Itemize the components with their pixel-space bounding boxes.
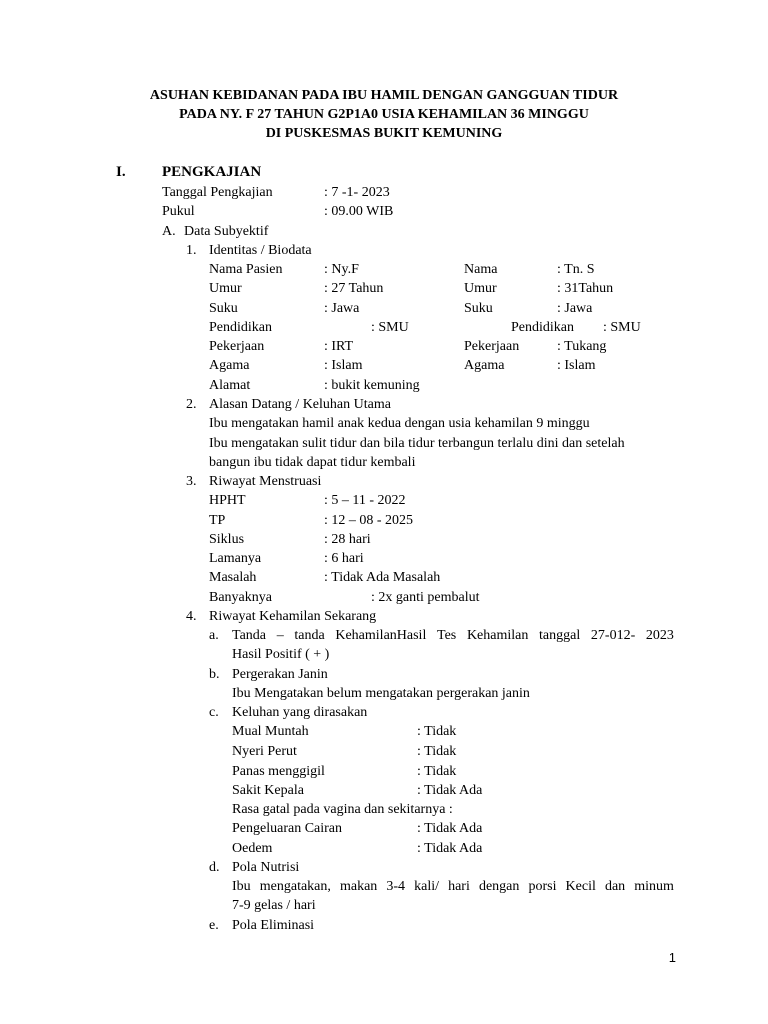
identity-value: : Islam xyxy=(557,358,596,373)
section-number: I. xyxy=(116,164,126,180)
identitas-heading: Identitas / Biodata xyxy=(209,243,312,258)
sub-letter: e. xyxy=(209,918,219,933)
identity-label: Pendidikan xyxy=(209,320,272,335)
identity-label: Agama xyxy=(209,358,250,373)
identity-value: : Islam xyxy=(324,358,363,373)
menstruasi-value: : 6 hari xyxy=(324,551,364,566)
identity-label: Pekerjaan xyxy=(464,339,520,354)
alasan-line: Ibu mengatakan hamil anak kedua dengan usia kehamilan 9 minggu xyxy=(209,416,590,431)
keluhan-value: : Tidak xyxy=(417,724,457,739)
document-title-line-2: PADA NY. F 27 TAHUN G2P1A0 USIA KEHAMILAN 36 MINGGU xyxy=(179,107,589,122)
keluhan-value: : Tidak Ada xyxy=(417,841,483,856)
document-title-line-3: DI PUSKESMAS BUKIT KEMUNING xyxy=(265,126,503,141)
menstruasi-value: : 5 – 11 - 2022 xyxy=(324,493,406,508)
keluhan-label: Nyeri Perut xyxy=(232,744,297,759)
section-heading: PENGKAJIAN xyxy=(162,164,262,180)
subsection-heading: Data Subyektif xyxy=(184,224,269,239)
identity-value: : bukit kemuning xyxy=(324,378,420,393)
keluhan-value: : Tidak Ada xyxy=(417,783,483,798)
keluhan-label: Pengeluaran Cairan xyxy=(232,821,343,836)
subsection-letter: A. xyxy=(162,224,176,239)
word: Tanda xyxy=(232,628,267,643)
identity-label: Suku xyxy=(209,301,238,316)
eliminasi-heading: Pola Eliminasi xyxy=(232,918,315,933)
nutrisi-line xyxy=(232,878,674,895)
nutrisi-line-2: 7-9 gelas / hari xyxy=(232,898,316,913)
menstruasi-label: HPHT xyxy=(209,493,246,508)
alasan-line: bangun ibu tidak dapat tidur kembali xyxy=(209,455,416,470)
menstruasi-label: Banyaknya xyxy=(209,590,272,605)
tanda-kehamilan-result: Hasil Positif ( + ) xyxy=(232,647,330,662)
word: hari xyxy=(448,879,470,894)
sub-letter: d. xyxy=(209,860,220,875)
word: minum xyxy=(634,879,674,894)
keluhan-heading: Keluhan yang dirasakan xyxy=(232,705,368,720)
identity-label: Nama xyxy=(464,262,498,277)
word: tanggal xyxy=(539,628,581,643)
word: kali/ xyxy=(414,879,440,894)
menstruasi-label: Masalah xyxy=(209,570,257,585)
nutrisi-heading: Pola Nutrisi xyxy=(232,860,300,875)
word: – xyxy=(276,628,284,643)
identity-label: Alamat xyxy=(209,378,251,393)
tanggal-label: Tanggal Pengkajian xyxy=(162,185,273,200)
identity-label: Umur xyxy=(464,281,497,296)
identity-value: : Tn. S xyxy=(557,262,595,277)
sub-letter: b. xyxy=(209,667,220,682)
document-title-line-1: ASUHAN KEBIDANAN PADA IBU HAMIL DENGAN GANGGUAN TIDUR xyxy=(149,88,619,103)
menstruasi-value: : 12 – 08 - 2025 xyxy=(324,513,414,528)
menstruasi-label: Lamanya xyxy=(209,551,262,566)
identity-value: : SMU xyxy=(371,320,409,335)
item-number: 3. xyxy=(186,474,197,489)
word: Ibu xyxy=(232,879,251,894)
keluhan-label: Oedem xyxy=(232,841,273,856)
identity-value: : Jawa xyxy=(324,301,360,316)
keluhan-label: Mual Muntah xyxy=(232,724,309,739)
item-number: 1. xyxy=(186,243,197,258)
pukul-value: : 09.00 WIB xyxy=(324,204,394,219)
identity-value: : SMU xyxy=(603,320,641,335)
pergerakan-heading: Pergerakan Janin xyxy=(232,667,328,682)
word: porsi xyxy=(528,879,557,894)
item-number: 2. xyxy=(186,397,197,412)
identity-label: Pekerjaan xyxy=(209,339,265,354)
word: Tes xyxy=(437,628,457,643)
menstruasi-heading: Riwayat Menstruasi xyxy=(209,474,322,489)
word: Kecil xyxy=(565,879,596,894)
identity-label: Nama Pasien xyxy=(209,262,283,277)
item-number: 4. xyxy=(186,609,197,624)
menstruasi-value: : 28 hari xyxy=(324,532,371,547)
pukul-label: Pukul xyxy=(162,204,195,219)
keluhan-label: Sakit Kepala xyxy=(232,783,304,798)
alasan-line: Ibu mengatakan sulit tidur dan bila tidur terbangun terlalu dini dan setelah xyxy=(209,436,625,451)
word: 2023 xyxy=(645,628,674,643)
sub-letter: a. xyxy=(209,628,219,643)
word: makan xyxy=(339,879,378,894)
tanda-kehamilan-line xyxy=(232,627,674,644)
identity-value: : IRT xyxy=(324,339,354,354)
word: 3-4 xyxy=(386,879,406,894)
word: tanda xyxy=(294,628,325,643)
identity-value: : 31Tahun xyxy=(557,281,614,296)
kehamilan-heading: Riwayat Kehamilan Sekarang xyxy=(209,609,377,624)
word: 27-012- xyxy=(590,628,636,643)
keluhan-value: : Tidak Ada xyxy=(417,821,483,836)
word: KehamilanHasil xyxy=(335,628,427,643)
word: dengan xyxy=(478,879,520,894)
identity-label: Suku xyxy=(464,301,493,316)
keluhan-value: : Tidak xyxy=(417,744,457,759)
identity-value: : Tukang xyxy=(557,339,607,354)
identity-label: Umur xyxy=(209,281,242,296)
identity-value: : Ny.F xyxy=(324,262,359,277)
identity-label: Agama xyxy=(464,358,505,373)
tanggal-value: : 7 -1- 2023 xyxy=(324,185,390,200)
menstruasi-label: Siklus xyxy=(209,532,245,547)
pergerakan-line: Ibu Mengatakan belum mengatakan pergerakan janin xyxy=(232,686,530,701)
identity-label: Pendidikan xyxy=(511,320,574,335)
identity-value: : Jawa xyxy=(557,301,593,316)
sub-letter: c. xyxy=(209,705,219,720)
keluhan-label: Panas menggigil xyxy=(232,764,325,779)
page-number: 1 xyxy=(668,950,676,965)
menstruasi-value: : Tidak Ada Masalah xyxy=(324,570,441,585)
menstruasi-label: TP xyxy=(209,513,226,528)
identity-value: : 27 Tahun xyxy=(324,281,384,296)
menstruasi-value: : 2x ganti pembalut xyxy=(371,590,480,605)
word: dan xyxy=(604,879,626,894)
word: mengatakan, xyxy=(259,879,331,894)
word: Kehamilan xyxy=(466,628,529,643)
alasan-heading: Alasan Datang / Keluhan Utama xyxy=(209,397,391,412)
keluhan-value: : Tidak xyxy=(417,764,457,779)
keluhan-note: Rasa gatal pada vagina dan sekitarnya : xyxy=(232,802,453,817)
